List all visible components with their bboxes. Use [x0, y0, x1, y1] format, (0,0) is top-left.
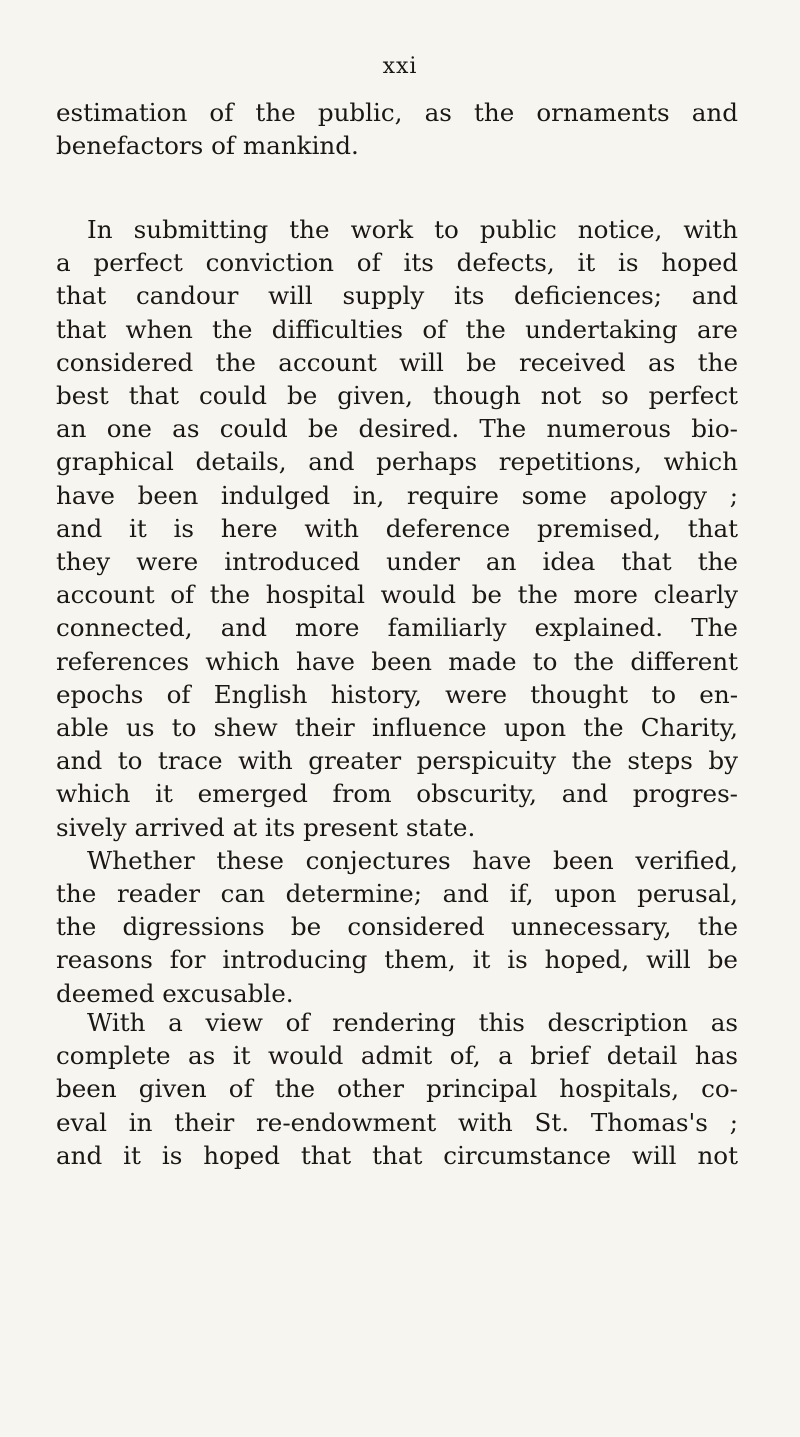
text-line: which it emerged from obscurity, and progres- [56, 779, 738, 809]
text-line: references which have been made to the different [56, 646, 738, 676]
text-line: been given of the other principal hospitals, co- [56, 1074, 738, 1104]
text-line: benefactors of mankind. [56, 131, 359, 161]
text-line: account of the hospital would be the more clearly [56, 580, 738, 610]
paragraph-3 [56, 1006, 738, 1172]
text-line: best that could be given, though not so perfect [56, 381, 738, 411]
text-line: that when the difficulties of the undertaking are [56, 314, 738, 344]
text-line: complete as it would admit of, a brief detail has [56, 1041, 738, 1071]
paragraph-2 [56, 213, 738, 1010]
text-line: graphical details, and perhaps repetitions, which [56, 447, 738, 477]
text-line: a perfect conviction of its defects, it is hoped [56, 248, 738, 278]
text-line: they were introduced under an idea that the [56, 547, 738, 577]
text-line: and to trace with greater perspicuity the steps by [56, 746, 738, 776]
text-line: considered the account will be received as the [56, 347, 738, 377]
text-line: eval in their re-endowment with St. Thomas's ; [56, 1107, 738, 1137]
text-line: In submitting the work to public notice, with [87, 215, 738, 244]
text-line: and it is hoped that that circumstance will not [56, 1140, 738, 1170]
text-line: that candour will supply its deficiences; and [56, 281, 738, 311]
text-line: connected, and more familiarly explained. The [56, 613, 738, 643]
text-line: deemed excusable. [56, 978, 294, 1008]
text-line: reasons for introducing them, it is hoped, will be [56, 945, 738, 975]
text-line: the reader can determine; and if, upon perusal, [56, 879, 738, 909]
text-line: able us to shew their influence upon the Charity, [56, 713, 738, 743]
text-line: an one as could be desired. The numerous bio- [56, 414, 738, 444]
text-line: the digressions be considered unnecessary, the [56, 912, 738, 942]
text-line: epochs of English history, were thought to en- [56, 679, 738, 709]
text-line: With a view of rendering this description as [87, 1008, 738, 1037]
page-number: xxi [382, 54, 418, 79]
paragraph-1 [56, 96, 738, 162]
text-line: sively arrived at its present state. [56, 812, 476, 842]
text-line: Whether these conjectures have been verified, [87, 845, 738, 875]
text-line: estimation of the public, as the ornaments and [56, 98, 738, 127]
text-line: have been indulged in, require some apology ; [56, 480, 738, 510]
text-line: and it is here with deference premised, that [56, 513, 738, 543]
